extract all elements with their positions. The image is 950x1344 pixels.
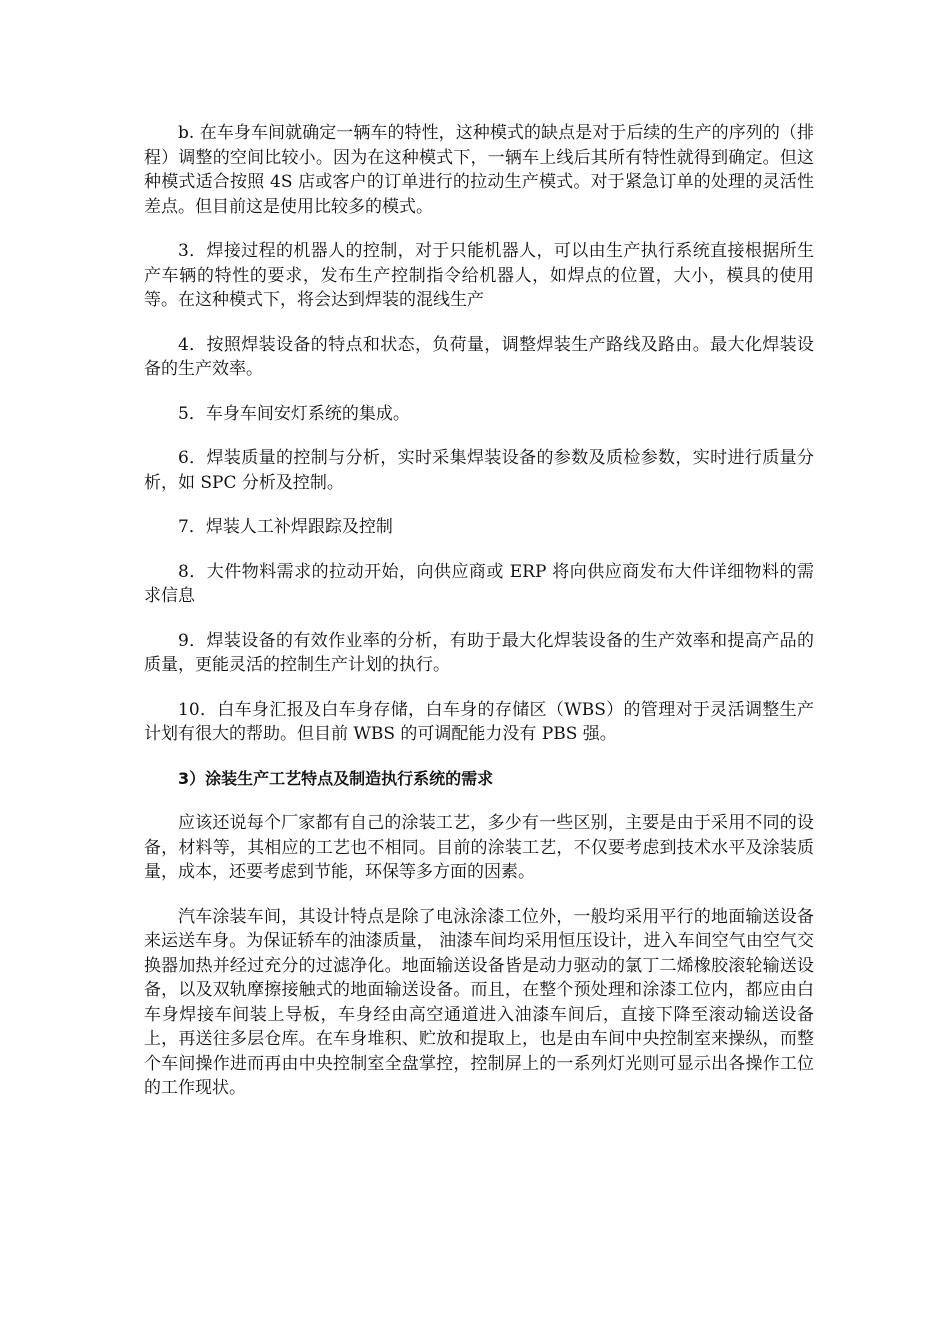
paragraph-paint-shop-design: 汽车涂装车间，其设计特点是除了电泳涂漆工位外，一般均采用平行的地面输送设备来运送车身。为保证轿车的油漆质量， 油漆车间均采用恒压设计，进入车间空气由空气交换器加热并经过充分的过滤净化。地面输送设备皆是动力驱动的氯丁二烯橡胶滚轮输送设备，以及双轨摩擦接触式的地面输送设备。而且，在整个预处理和涂漆工位内，都应由白车身焊接车间装上导板，车身经由高空通道进入油漆车间后，直接下降至滚动输送设备上，再送往多层仓库。在车身堆积、贮放和提取上，也是由车间中央控制室来操纵，而整个车间操作进而再由中央控制室全盘掌控，控制屏上的一系列灯光则可显示出各操作工位的工作现状。 bbox=[144, 906, 814, 1098]
paragraph-6-quality-control: 6．焊装质量的控制与分析，实时采集焊装设备的参数及质检参数，实时进行质量分析，如 SPC 分析及控制。 bbox=[144, 448, 814, 493]
section-heading-painting: 3）涂装生产工艺特点及制造执行系统的需求 bbox=[178, 768, 494, 788]
paragraph-painting-process: 应该还说每个厂家都有自己的涂装工艺，多少有一些区别，主要是由于采用不同的设备，材料等，其相应的工艺也不相同。目前的涂装工艺，不仅要考虑到技术水平及涂装质量，成本，还要考虑到节能，环保等多方面的因素。 bbox=[144, 813, 814, 882]
paragraph-b-body-shop-mode: b. 在车身车间就确定一辆车的特性，这种模式的缺点是对于后续的生产的序列的（排程）调整的空间比较小。因为在这种模式下，一辆车上线后其所有特性就得到确定。但这种模式适合按照 4S 店或客户的订单进行的拉动生产模式。对于紧急订单的处理的灵活性差点。但目前这是使用比较多的模式。 bbox=[144, 123, 814, 217]
document-body bbox=[144, 121, 814, 1121]
paragraph-8-material-pull: 8．大件物料需求的拉动开始，向供应商或 ERP 将向供应商发布大件详细物料的需求信息 bbox=[144, 561, 814, 606]
paragraph-4-route-adjustment: 4．按照焊装设备的特点和状态，负荷量，调整焊装生产路线及路由。最大化焊装设备的生产效率。 bbox=[144, 334, 814, 379]
paragraph-5-andon: 5．车身车间安灯系统的集成。 bbox=[178, 403, 410, 424]
paragraph-7-manual-rewelding: 7．焊装人工补焊跟踪及控制 bbox=[178, 517, 393, 537]
paragraph-9-efficiency-analysis: 9．焊装设备的有效作业率的分析，有助于最大化焊装设备的生产效率和提高产品的质量，更能灵活的控制生产计划的执行。 bbox=[144, 630, 814, 675]
paragraph-10-wbs: 10．白车身汇报及白车身存储，白车身的存储区（WBS）的管理对于灵活调整生产计划有很大的帮助。但目前 WBS 的可调配能力没有 PBS 强。 bbox=[144, 699, 814, 744]
paragraph-3-robot-control: 3．焊接过程的机器人的控制，对于只能机器人，可以由生产执行系统直接根据所生产车辆的特性的要求，发布生产控制指令给机器人，如焊点的位置，大小，模具的使用等。在这种模式下，将会达到焊装的混线生产 bbox=[144, 241, 814, 310]
